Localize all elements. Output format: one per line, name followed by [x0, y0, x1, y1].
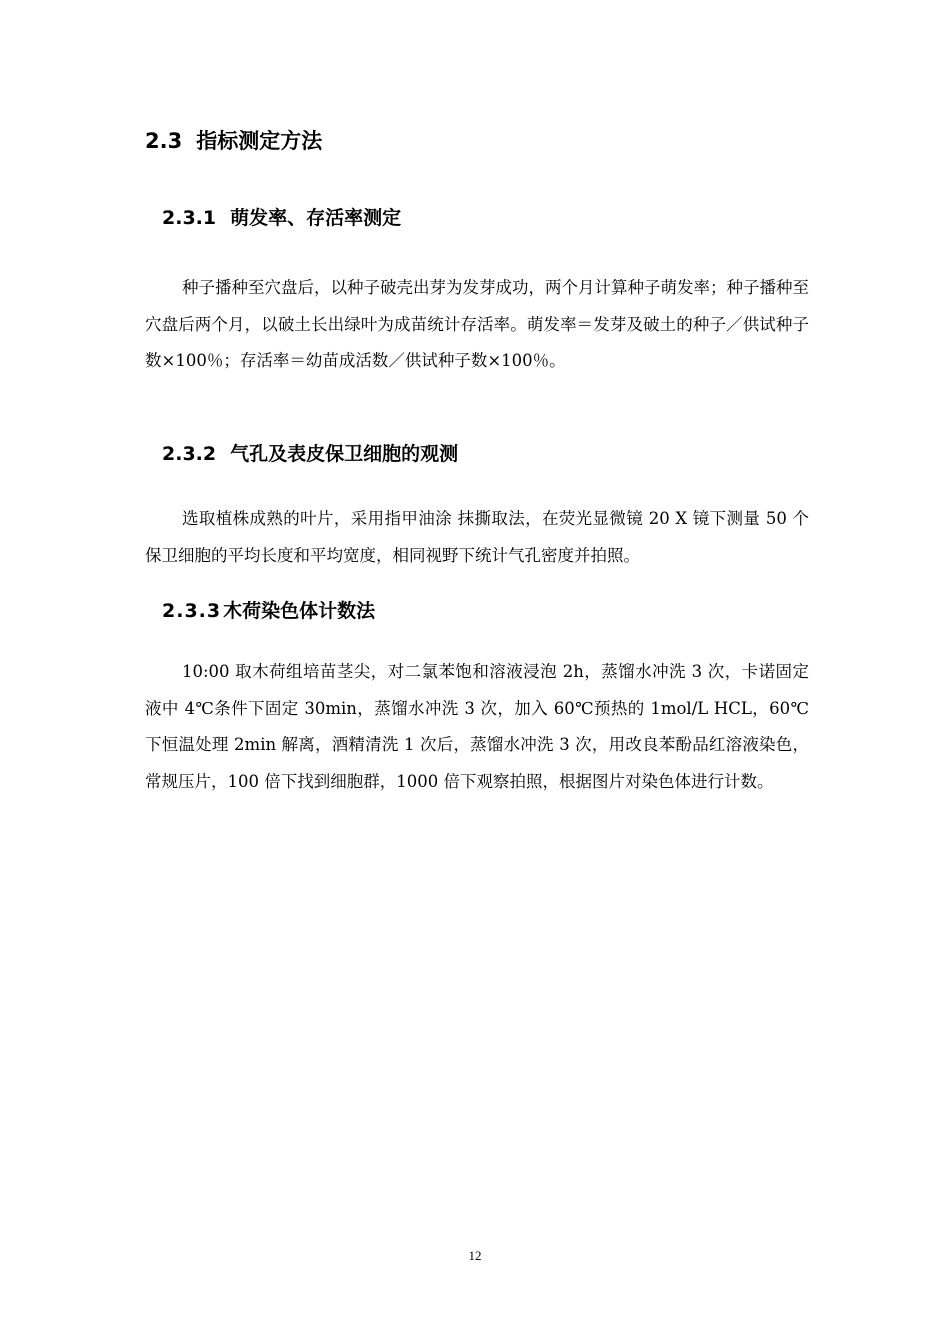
paragraph-stomata: 选取植株成熟的叶片，采用指甲油涂 抹撕取法，在荧光显微镜 20 X 镜下测量 50 个保卫细胞的平均长度和平均宽度，相同视野下统计气孔密度并拍照。 [145, 509, 809, 565]
subsection-title: 气孔及表皮保卫细胞的观测 [230, 443, 459, 465]
subsection-number: 2.3.3 [162, 600, 222, 622]
subsection-heading-2-3-2 [162, 440, 458, 468]
subsection-title: 木荷染色体计数法 [223, 600, 376, 622]
section-number: 2.3 [145, 129, 183, 153]
section-heading [145, 126, 322, 156]
subsection-heading-2-3-3 [162, 597, 375, 625]
paragraph-germination: 种子播种至穴盘后，以种子破壳出芽为发芽成功，两个月计算种子萌发率；种子播种至穴盘后两个月，以破土长出绿叶为成苗统计存活率。萌发率＝发芽及破土的种子／供试种子数×100％；存活率＝幼苗成活数／供试种子数×100％。 [145, 278, 809, 370]
subsection-title: 萌发率、存活率测定 [230, 207, 402, 229]
subsection-heading-2-3-1 [162, 204, 401, 232]
subsection-number: 2.3.1 [162, 207, 217, 229]
page-number: 12 [468, 1248, 482, 1263]
section-title: 指标测定方法 [196, 129, 323, 153]
paragraph-chromosome: 10:00 取木荷组培苗茎尖，对二氯苯饱和溶液浸泡 2h，蒸馏水冲洗 3 次，卡诺固定液中 4℃条件下固定 30min，蒸馏水冲洗 3 次，加入 60℃预热的 1mol/L HCL，60℃下恒温处理 2min 解离，酒精清洗 1 次后，蒸馏水冲洗 3 次，用改良苯酚品红溶液染色，常规压片，100 倍下找到细胞群，1000 倍下观察拍照，根据图片对染色体进行计数。 [145, 662, 809, 791]
subsection-number: 2.3.2 [162, 443, 217, 465]
